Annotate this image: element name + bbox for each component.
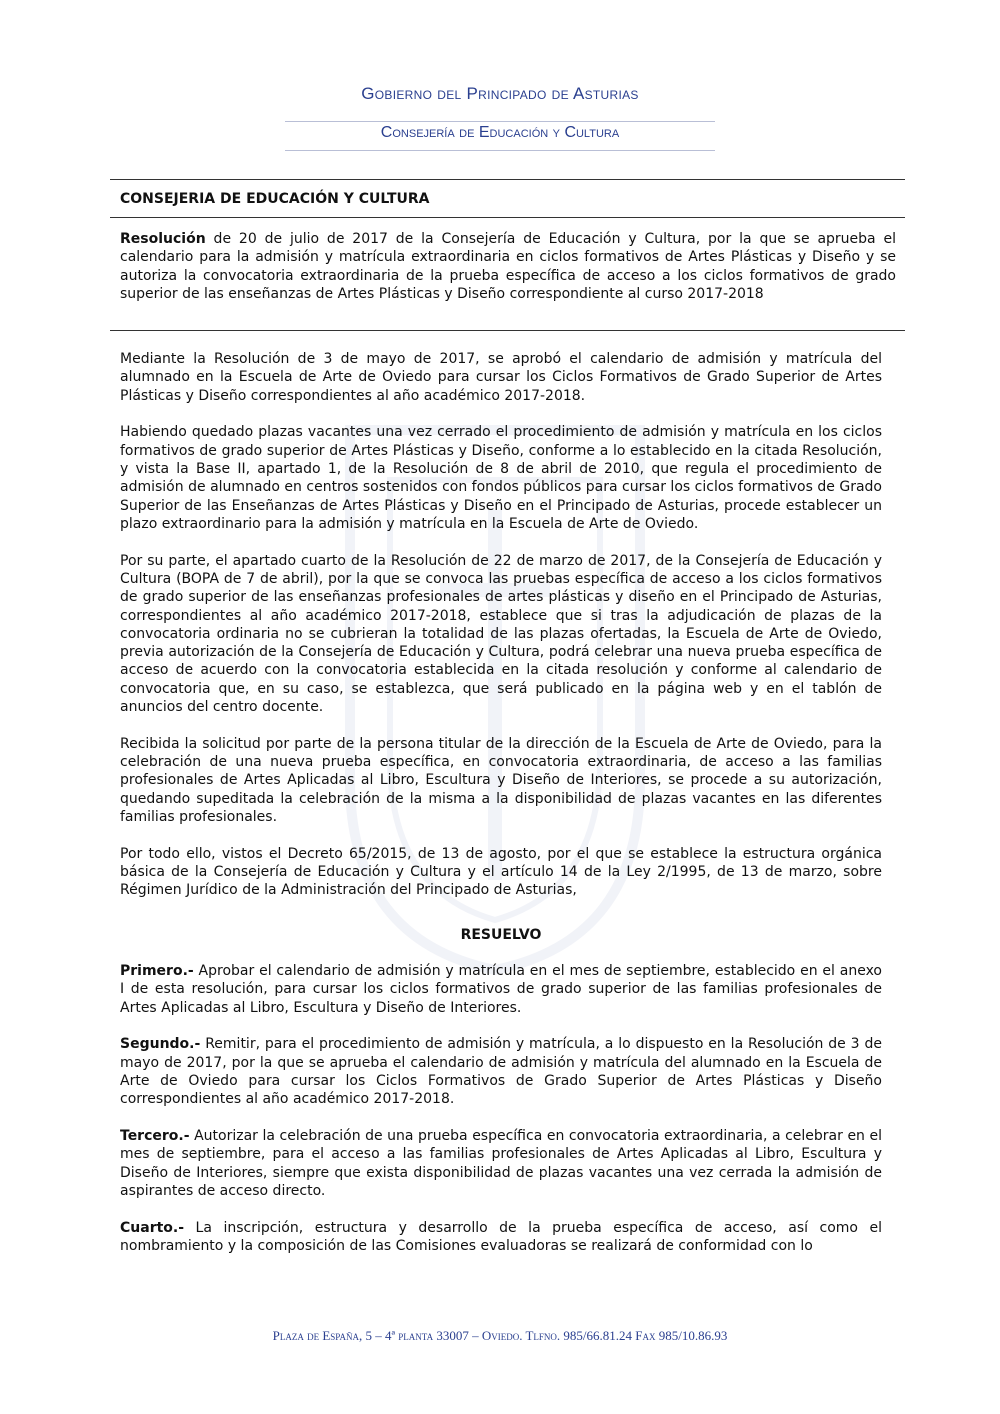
- government-title: Gobierno del Principado de Asturias: [361, 84, 639, 103]
- header-divider: [285, 150, 715, 151]
- resolution-summary: [120, 230, 896, 304]
- article-lead: Primero.-: [120, 963, 194, 980]
- department-title: Consejería de Educación y Cultura: [380, 124, 620, 141]
- header-divider: [285, 121, 715, 122]
- summary-lead: Resolución: [120, 231, 206, 247]
- section-rule: [110, 217, 905, 218]
- article-lead: Tercero.-: [120, 1128, 190, 1145]
- section-heading: CONSEJERIA DE EDUCACIÓN Y CULTURA: [120, 191, 430, 207]
- paragraph: Habiendo quedado plazas vacantes una vez cerrado el procedimiento de admisión y matrícula en los ciclos formativos de grado superior de Artes Plásticas y Diseño, conforme a lo establecido en la citada Resolución, y vista la Base II, apartado 1, de la Resolución de 8 de abril de 2010, que regula el procedimiento de admisión de alumnado en centros sostenidos con fondos públicos para cursar los ciclos formativos de Grado Superior de las Enseñanzas de Artes Plásticas y Diseño en el Principado de Asturias, procede establecer un plazo extraordinario para la admisión y matrícula en la Escuela de Arte de Oviedo.: [120, 424, 882, 532]
- article: [120, 1127, 882, 1200]
- footer-address: Plaza de España, 5 – 4ª planta 33007 – Oviedo. Tlfno. 985/66.81.24 Fax 985/10.86.93: [272, 1328, 728, 1343]
- document-body: [120, 350, 882, 1274]
- paragraph: Recibida la solicitud por parte de la persona titular de la dirección de la Escuela de Arte de Oviedo, para la celebración de una nueva prueba específica, en convocatoria extraordinaria, de acceso a las familias profesionales de Artes Aplicadas al Libro, Escultura y Diseño de Interiores, se procede a su autorización, quedando supeditada la celebración de la misma a la disponibilidad de plazas vacantes en las diferentes familias profesionales.: [120, 735, 882, 826]
- article: [120, 1219, 882, 1256]
- article-lead: Cuarto.-: [120, 1219, 185, 1236]
- section-rule: [110, 330, 905, 331]
- article-text: Autorizar la celebración de una prueba específica en convocatoria extraordinaria, a celebrar en el mes de septiembre, para el acceso a las familias profesionales de Artes Aplicadas al Libro, Escultura y Diseño de Interiores, siempre que exista disponibilidad de plazas vacantes una vez cerrada la admisión de aspirantes de acceso directo.: [120, 1128, 882, 1199]
- article-lead: Segundo.-: [120, 1036, 201, 1053]
- article-text: Remitir, para el procedimiento de admisión y matrícula, a lo dispuesto en la Resolución de 3 de mayo de 2017, por la que se aprueba el calendario de admisión y matrícula del alumnado en la Escuela de Arte de Oviedo para cursar los Ciclos Formativos de Grado Superior de Artes Plásticas y Diseño correspondientes al año académico 2017-2018.: [120, 1036, 882, 1108]
- paragraph: Mediante la Resolución de 3 de mayo de 2017, se aprobó el calendario de admisión y matrícula del alumnado en la Escuela de Arte de Oviedo para cursar los Ciclos Formativos de Grado Superior de Artes Plásticas y Diseño correspondientes al año académico 2017-2018.: [120, 351, 882, 404]
- article: [120, 1035, 882, 1108]
- section-rule: [110, 179, 905, 180]
- summary-text: de 20 de julio de 2017 de la Consejería de Educación y Cultura, por la que se aprueba el calendario para la admisión y matrícula extraordinaria en ciclos formativos de Artes Plásticas y Diseño y se autoriza la convocatoria extraordinaria de la prueba específica de acceso a los ciclos formativos de grado superior de las enseñanzas de Artes Plásticas y Diseño correspondiente al curso 2017-2018: [120, 231, 896, 303]
- resuelvo-heading: RESUELVO: [460, 926, 542, 943]
- paragraph: Por su parte, el apartado cuarto de la Resolución de 22 de marzo de 2017, de la Consejería de Educación y Cultura (BOPA de 7 de abril), por la que se convoca las pruebas específica de acceso a los ciclos formativos de grado superior de las enseñanzas profesionales de artes plásticas y diseño en el Principado de Asturias, correspondientes al año académico 2017-2018, establece que si tras la adjudicación de plazas de la convocatoria ordinaria no se cubrieran la totalidad de las plazas ofertadas, la Escuela de Arte de Oviedo, previa autorización de la Consejería de Educación y Cultura, podrá celebrar una nueva prueba específica de acceso de acuerdo con la convocatoria establecida en la citada resolución y conforme al calendario de convocatoria que, en su caso, se establezca, que será publicado en la página web y en el tablón de anuncios del centro docente.: [120, 552, 882, 716]
- article-text: La inscripción, estructura y desarrollo de la prueba específica de acceso, así como el nombramiento y la composición de las Comisiones evaluadoras se realizará de conformidad con lo: [120, 1219, 882, 1255]
- article-text: Aprobar el calendario de admisión y matrícula en el mes de septiembre, establecido en el anexo I de esta resolución, para cursar los ciclos formativos de grado superior de las familias profesionales de Artes Aplicadas al Libro, Escultura y Diseño de Interiores.: [120, 963, 882, 1016]
- paragraph: Por todo ello, vistos el Decreto 65/2015, de 13 de agosto, por el que se establece la estructura orgánica básica de la Consejería de Educación y Cultura y el artículo 14 de la Ley 2/1995, de 13 de marzo, sobre Régimen Jurídico de la Administración del Principado de Asturias,: [120, 845, 882, 899]
- article: [120, 962, 882, 1017]
